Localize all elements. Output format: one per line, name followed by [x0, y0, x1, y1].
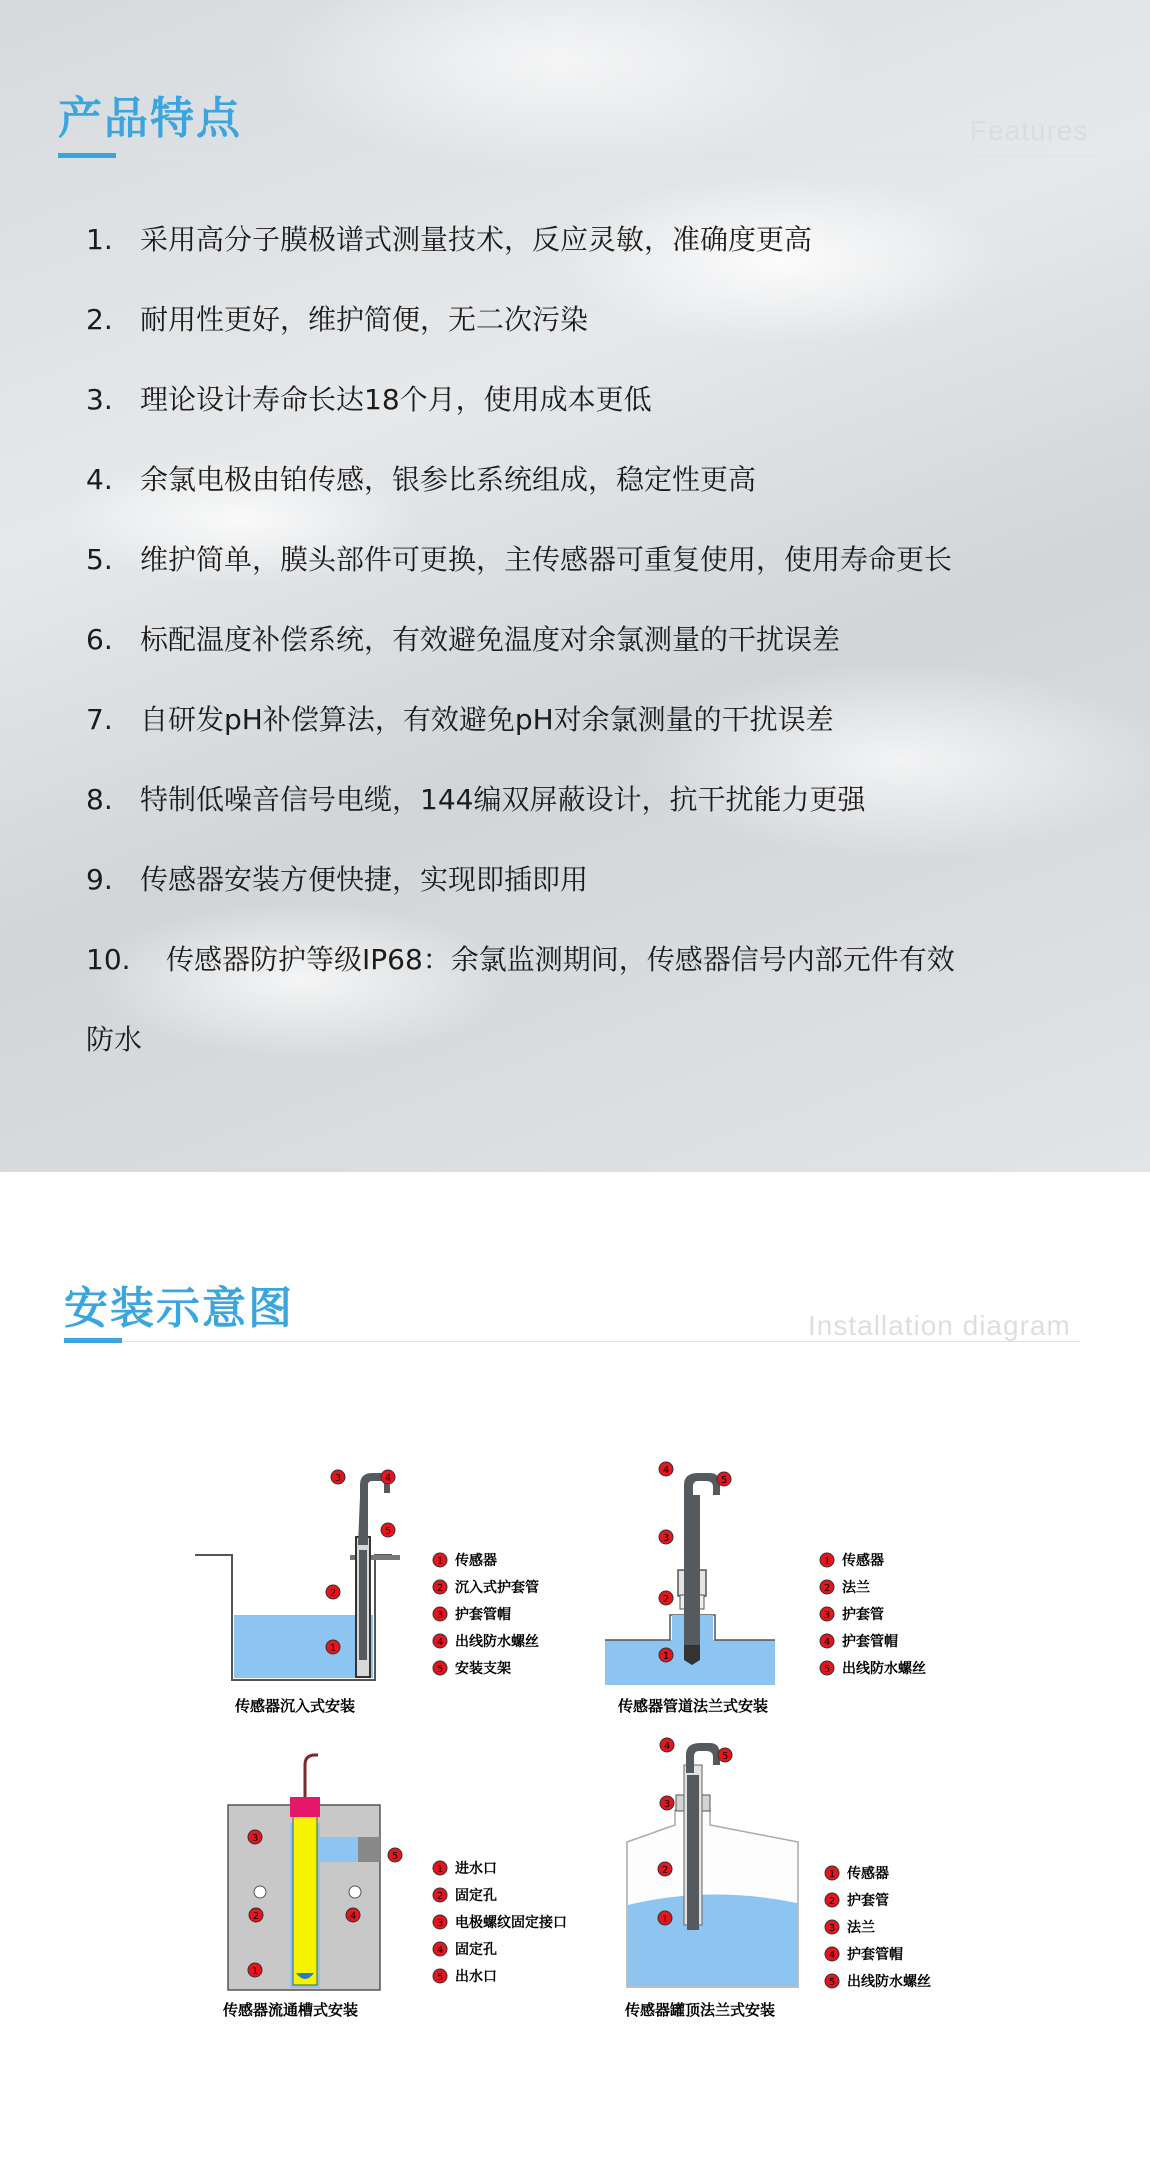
- svg-text:5: 5: [721, 1751, 729, 1762]
- svg-text:1: 1: [823, 1556, 831, 1567]
- svg-text:护套管帽: 护套管帽: [847, 1947, 903, 1963]
- svg-text:3: 3: [436, 1918, 444, 1929]
- svg-text:4: 4: [384, 1473, 392, 1484]
- caption-2: 传感器管道法兰式安装: [618, 1697, 769, 1715]
- badge-5c: [388, 1848, 402, 1862]
- installation-title-underline: [64, 1338, 122, 1343]
- badge-1: [326, 1640, 340, 1654]
- diagram-flow-cell: [222, 1755, 567, 2019]
- sensor-body: [359, 1550, 367, 1660]
- feature-item-6: 6. 标配温度补偿系统，有效避免温度对余氯测量的干扰误差: [86, 623, 841, 656]
- svg-text:3: 3: [436, 1610, 444, 1621]
- pipe-sensor-sheath: [684, 1495, 700, 1660]
- svg-text:安装支架: 安装支架: [455, 1661, 511, 1677]
- svg-text:2: 2: [329, 1588, 337, 1599]
- svg-text:2: 2: [436, 1583, 444, 1594]
- svg-text:护套管帽: 护套管帽: [455, 1607, 511, 1623]
- installation-divider: [122, 1341, 1080, 1342]
- svg-text:5: 5: [436, 1664, 444, 1675]
- caption-3: 传感器流通槽式安装: [223, 2001, 359, 2019]
- installation-subtitle: Installation diagram: [808, 1310, 1071, 1341]
- svg-text:5: 5: [436, 1972, 444, 1983]
- installation-title: 安装示意图: [64, 1283, 294, 1334]
- svg-text:1: 1: [329, 1643, 337, 1654]
- badge-1d: [658, 1911, 672, 1925]
- tank-water: [628, 1894, 797, 1986]
- svg-text:进水口: 进水口: [455, 1861, 497, 1877]
- svg-text:4: 4: [663, 1741, 671, 1752]
- svg-text:4: 4: [436, 1945, 444, 1956]
- svg-text:4: 4: [349, 1911, 357, 1922]
- tank-cap: [686, 1743, 720, 1773]
- svg-text:法兰: 法兰: [842, 1580, 870, 1596]
- svg-text:电极螺纹固定接口: 电极螺纹固定接口: [455, 1915, 567, 1931]
- svg-text:4: 4: [662, 1465, 670, 1476]
- svg-text:5: 5: [384, 1526, 392, 1537]
- installation-diagram: [150, 1455, 990, 2045]
- svg-text:4: 4: [436, 1637, 444, 1648]
- svg-text:护套管帽: 护套管帽: [842, 1634, 898, 1650]
- fix-hole-left: [254, 1886, 266, 1898]
- svg-text:传感器: 传感器: [455, 1553, 497, 1569]
- badge-4b: [659, 1462, 673, 1476]
- svg-text:1: 1: [436, 1864, 444, 1875]
- badge-5: [381, 1523, 395, 1537]
- badge-3b: [659, 1530, 673, 1544]
- feature-item-8: 8. 特制低噪音信号电缆，144编双屏蔽设计，抗干扰能力更强: [86, 783, 866, 816]
- tank-sensor: [687, 1775, 699, 1930]
- badge-3d: [660, 1796, 674, 1810]
- pipe-cap: [684, 1473, 720, 1503]
- badge-3c: [248, 1830, 262, 1844]
- feature-item-5: 5. 维护简单，膜头部件可更换，主传感器可重复使用，使用寿命更长: [86, 543, 953, 576]
- features-title: 产品特点: [58, 93, 242, 144]
- svg-text:传感器: 传感器: [847, 1866, 889, 1882]
- feature-item-4: 4. 余氯电极由铂传感，银参比系统组成，稳定性更高: [86, 463, 757, 496]
- svg-text:3: 3: [663, 1799, 671, 1810]
- svg-text:出水口: 出水口: [455, 1969, 497, 1985]
- badge-4d: [660, 1738, 674, 1752]
- svg-text:固定孔: 固定孔: [455, 1942, 497, 1958]
- legend-2: [820, 1552, 926, 1677]
- flow-sensor-cap: [290, 1797, 320, 1817]
- diagram-tank-top: [624, 1738, 931, 2019]
- badge-4c: [346, 1908, 360, 1922]
- svg-text:3: 3: [334, 1473, 342, 1484]
- badge-2d: [658, 1862, 672, 1876]
- diagram-submersion: [195, 1470, 539, 1715]
- flow-sensor-body: [293, 1815, 317, 1985]
- svg-text:1: 1: [251, 1966, 259, 1977]
- feature-item-3: 3. 理论设计寿命长达18个月，使用成本更低: [86, 383, 652, 416]
- legend-3: [433, 1860, 567, 1985]
- caption-4: 传感器罐顶法兰式安装: [625, 2001, 776, 2019]
- legend-4: [825, 1865, 931, 1990]
- feature-item-2: 2. 耐用性更好，维护简便，无二次污染: [86, 303, 589, 336]
- feature-item-10-continued: 防水: [86, 1023, 143, 1056]
- svg-text:2: 2: [252, 1911, 260, 1922]
- svg-text:出线防水螺丝: 出线防水螺丝: [842, 1661, 926, 1677]
- svg-text:4: 4: [828, 1950, 836, 1961]
- flow-sensor-cable: [305, 1755, 318, 1797]
- svg-text:2: 2: [828, 1896, 836, 1907]
- svg-text:3: 3: [823, 1610, 831, 1621]
- svg-text:1: 1: [436, 1556, 444, 1567]
- diagram-pipe-flange: [605, 1462, 926, 1715]
- svg-text:护套管: 护套管: [847, 1893, 889, 1909]
- badge-2c: [249, 1908, 263, 1922]
- badge-4: [381, 1470, 395, 1484]
- badge-5d: [718, 1748, 732, 1762]
- feature-item-10: 10. 传感器防护等级IP68：余氯监测期间，传感器信号内部元件有效: [86, 943, 955, 976]
- badge-5b: [717, 1472, 731, 1486]
- badge-3: [331, 1470, 345, 1484]
- feature-item-9: 9. 传感器安装方便快捷，实现即插即用: [86, 863, 589, 896]
- svg-text:3: 3: [828, 1923, 836, 1934]
- svg-text:5: 5: [391, 1851, 399, 1862]
- feature-item-1: 1. 采用高分子膜极谱式测量技术，反应灵敏，准确度更高: [86, 223, 813, 256]
- svg-text:出线防水螺丝: 出线防水螺丝: [455, 1634, 539, 1650]
- features-title-underline: [58, 153, 116, 158]
- feature-item-7: 7. 自研发pH补偿算法，有效避免pH对余氯测量的干扰误差: [86, 703, 834, 736]
- svg-text:4: 4: [823, 1637, 831, 1648]
- svg-text:固定孔: 固定孔: [455, 1888, 497, 1904]
- badge-2b: [659, 1591, 673, 1605]
- features-divider: [116, 155, 1100, 156]
- svg-text:5: 5: [828, 1977, 836, 1988]
- svg-text:传感器: 传感器: [842, 1553, 884, 1569]
- fix-hole-right: [349, 1886, 361, 1898]
- svg-text:5: 5: [720, 1475, 728, 1486]
- svg-text:3: 3: [662, 1533, 670, 1544]
- svg-text:沉入式护套管: 沉入式护套管: [455, 1580, 539, 1596]
- badge-2: [326, 1585, 340, 1599]
- svg-text:3: 3: [251, 1833, 259, 1844]
- svg-text:2: 2: [662, 1594, 670, 1605]
- outlet-fitting: [358, 1837, 380, 1862]
- svg-text:2: 2: [823, 1583, 831, 1594]
- svg-text:5: 5: [823, 1664, 831, 1675]
- svg-text:1: 1: [661, 1914, 669, 1925]
- svg-text:法兰: 法兰: [847, 1920, 875, 1936]
- badge-1b: [659, 1648, 673, 1662]
- svg-text:出线防水螺丝: 出线防水螺丝: [847, 1974, 931, 1990]
- legend-1: [433, 1552, 539, 1677]
- svg-text:1: 1: [828, 1869, 836, 1880]
- caption-1: 传感器沉入式安装: [235, 1697, 356, 1715]
- svg-text:2: 2: [436, 1891, 444, 1902]
- badge-1c: [248, 1963, 262, 1977]
- svg-text:1: 1: [662, 1651, 670, 1662]
- svg-text:2: 2: [661, 1865, 669, 1876]
- svg-text:护套管: 护套管: [842, 1607, 884, 1623]
- features-subtitle: Features: [970, 115, 1089, 146]
- water-fill: [234, 1615, 373, 1678]
